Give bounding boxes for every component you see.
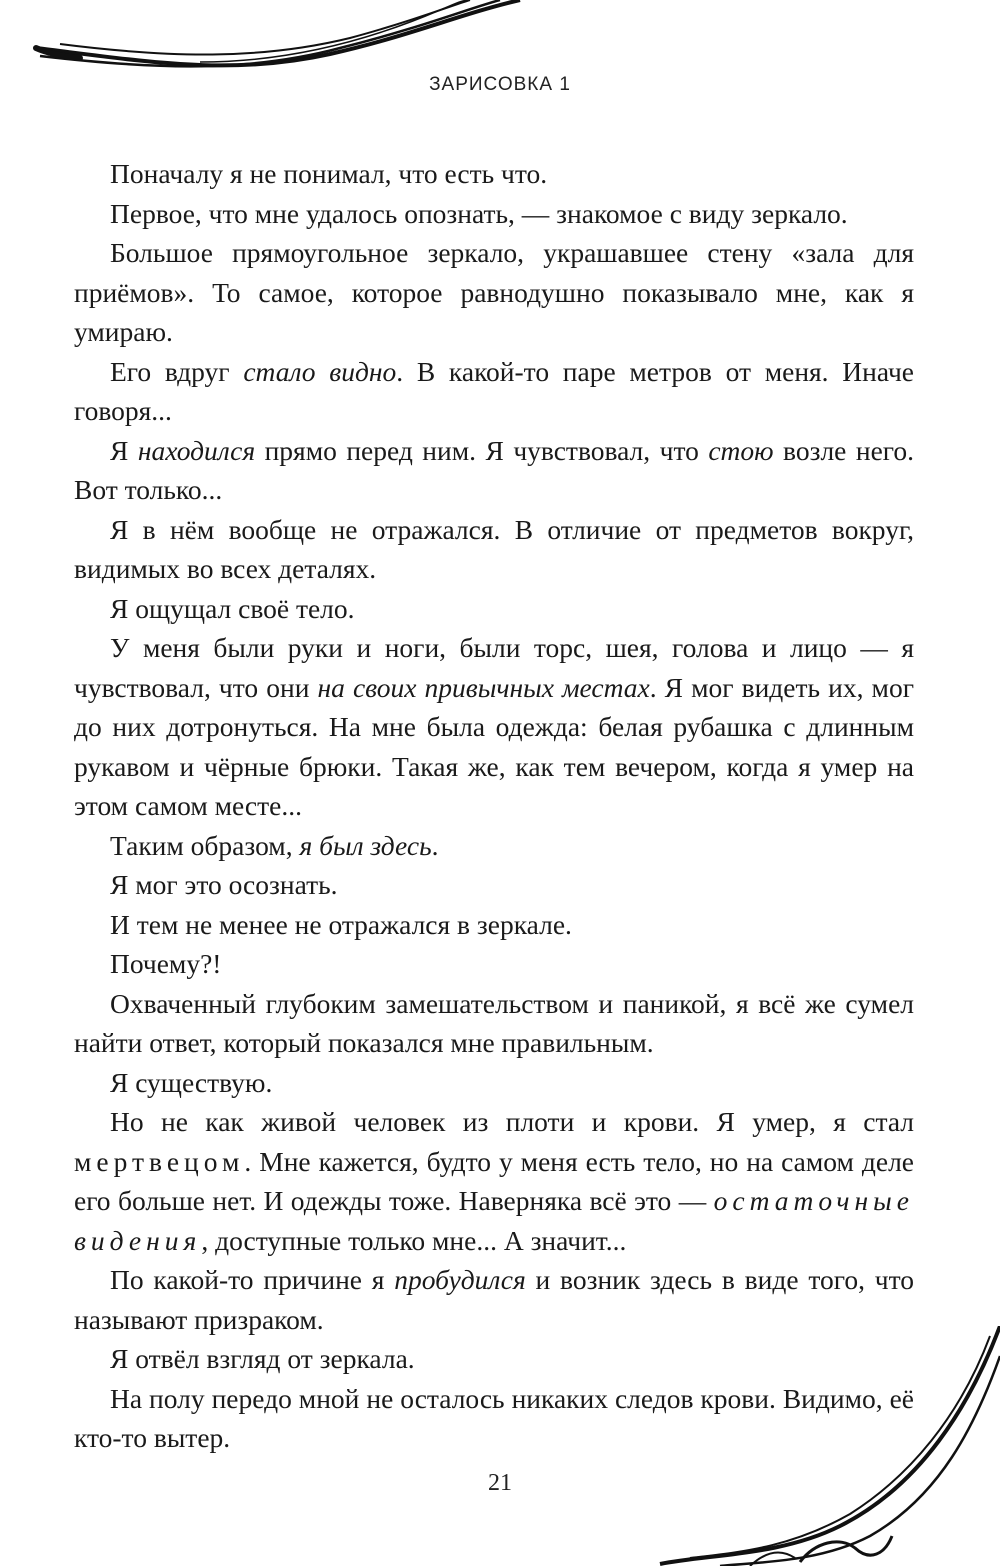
text-run: Я	[110, 434, 138, 466]
top-swirl-ornament	[0, 0, 560, 80]
text-run: . Мне кажется, будто у меня есть тело, но на самом деле его больше нет. И одежды тоже. Наверняка всё это —	[74, 1145, 914, 1216]
paragraph	[74, 865, 914, 905]
text-run: возле него. Вот только...	[74, 434, 914, 505]
text-run: Но не как живой человек из плоти и крови. Я умер, я стал	[110, 1106, 914, 1137]
text-run: Я существую.	[110, 1066, 273, 1098]
text-run: У меня были руки и ноги, были торс, шея, голова и лицо — я чувствовал, что они	[74, 632, 914, 703]
text-run: Почему?!	[110, 948, 222, 979]
paragraph	[74, 1339, 914, 1379]
paragraph	[74, 589, 914, 629]
page-number: 21	[488, 1470, 512, 1496]
italic-emphasis: я был здесь	[299, 829, 432, 861]
text-run: И тем не менее не отражался в зеркале.	[110, 908, 572, 940]
italic-emphasis: на своих привычных местах	[317, 671, 650, 703]
paragraph	[74, 628, 914, 826]
text-run: Я в нём вообще не отражался. В отличие от предметов вокруг, видимых во всех деталях.	[74, 513, 914, 584]
italic-emphasis: находился	[137, 434, 256, 466]
text-run: Поначалу я не понимал, что есть что.	[110, 158, 548, 189]
text-run: Первое, что мне удалось опознать, — знакомое с виду зеркало.	[110, 197, 848, 229]
paragraph	[74, 1379, 914, 1458]
text-run: Я отвёл взгляд от зеркала.	[110, 1343, 415, 1374]
text-run: прямо перед ним. Я чувствовал, что	[255, 434, 709, 466]
italic-emphasis: пробудился	[394, 1264, 526, 1295]
text-run: .	[431, 829, 439, 861]
text-run: Я ощущал своё тело.	[110, 592, 355, 624]
text-run: . Я мог видеть их, мог до них дотронуться. На мне была одежда: белая рубашка с длинным рукавом и чёрные брюки. Такая же, как тем вечером, когда я умер на этом самом месте...	[74, 671, 914, 821]
paragraph	[74, 1102, 914, 1260]
text-run: Большое прямоугольное зеркало, украшавшее стену «зала для приёмов». То самое, которое равнодушно показывало мне, как я умираю.	[74, 237, 914, 347]
paragraph	[74, 944, 914, 984]
text-run: По какой-то причине я	[110, 1264, 395, 1295]
text-run: На полу передо мной не осталось никаких следов крови. Видимо, её кто-то вытер.	[74, 1382, 914, 1453]
italic-emphasis: остаточные видения	[74, 1185, 914, 1256]
running-head-chapter-title: ЗАРИСОВКА 1	[429, 74, 571, 95]
text-run: и возник здесь в виде того, что называют призраком.	[74, 1264, 914, 1335]
paragraph	[74, 154, 914, 194]
paragraph	[74, 905, 914, 945]
text-run: Таким образом,	[110, 829, 300, 861]
text-run: . В какой-то паре метров от меня. Иначе говоря...	[74, 355, 914, 426]
italic-emphasis: стою	[708, 434, 774, 466]
paragraph	[74, 352, 914, 431]
text-run: Я мог это осознать.	[110, 869, 338, 900]
text-run: , доступные только мне... А значит...	[201, 1224, 627, 1256]
paragraph	[74, 510, 914, 589]
text-run: Его вдруг	[110, 355, 244, 387]
paragraph	[74, 826, 914, 866]
paragraph	[74, 1063, 914, 1103]
paragraph	[74, 233, 914, 352]
spaced-emphasis: мертвецом	[74, 1145, 245, 1177]
paragraph	[74, 431, 914, 510]
paragraph	[74, 194, 914, 234]
paragraph	[74, 984, 914, 1063]
text-run: Охваченный глубоким замешательством и паникой, я всё же сумел найти ответ, который показался мне правильным.	[74, 987, 914, 1058]
body-text	[74, 154, 914, 1458]
paragraph	[74, 1260, 914, 1339]
italic-emphasis: стало видно	[243, 355, 397, 387]
